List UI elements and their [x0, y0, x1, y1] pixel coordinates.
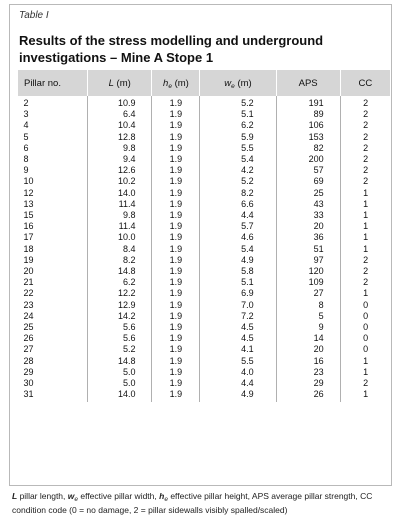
cell-pillar: 23: [23, 299, 34, 310]
cell-aps: 153: [276, 132, 340, 143]
table-row: [18, 109, 391, 120]
table-row: [18, 188, 391, 199]
cell-cc: 1: [340, 199, 390, 210]
cell-width: 4.4: [200, 378, 276, 389]
table-row: [18, 356, 391, 367]
cell-aps: 57: [276, 165, 340, 176]
cell-length: 10.4: [87, 120, 152, 131]
cell-length: 5.6: [87, 322, 152, 333]
footnote-h-symbol: h: [159, 491, 165, 501]
cell-length: 9.8: [87, 210, 152, 221]
footnote-h-subscript: e: [164, 496, 168, 503]
cell-cc: 1: [340, 356, 390, 367]
cell-height: 1.9: [152, 176, 200, 187]
header-length-symbol: L: [108, 77, 114, 89]
cell-aps: 33: [276, 210, 340, 221]
cell-cc: 1: [340, 244, 390, 255]
cell-aps: 82: [276, 143, 340, 154]
results-table: [17, 70, 391, 402]
cell-aps: 191: [276, 96, 340, 109]
table-row: [18, 143, 391, 154]
cell-cc: 2: [340, 154, 390, 165]
header-length: [87, 70, 152, 96]
cell-aps: 200: [276, 154, 340, 165]
cell-aps: 9: [276, 322, 340, 333]
cell-width: 4.0: [200, 367, 276, 378]
cell-pillar: 21: [23, 277, 34, 288]
table-row: [18, 389, 391, 402]
cell-height: 1.9: [152, 356, 200, 367]
table-label: Table I: [19, 10, 49, 21]
cell-height: 1.9: [152, 120, 200, 131]
cell-length: 5.0: [87, 378, 152, 389]
cell-aps: 25: [276, 188, 340, 199]
cell-pillar: 26: [23, 333, 34, 344]
cell-cc: 1: [340, 367, 390, 378]
cell-pillar: 16: [23, 221, 34, 232]
cell-cc: 1: [340, 221, 390, 232]
cell-width: 5.4: [200, 244, 276, 255]
cell-aps: 5: [276, 311, 340, 322]
cell-length: 5.6: [87, 333, 152, 344]
footnote-w-subscript: e: [74, 496, 79, 503]
cell-length: 9.8: [87, 143, 152, 154]
cell-height: 1.9: [152, 266, 200, 277]
cell-pillar: 5: [23, 131, 29, 142]
cell-cc: 0: [340, 311, 390, 322]
table-row: [18, 266, 391, 277]
cell-height: 1.9: [152, 389, 200, 402]
cell-width: 5.2: [200, 176, 276, 187]
cell-cc: 2: [340, 176, 390, 187]
table-row: [18, 120, 391, 131]
cell-length: 12.8: [87, 132, 152, 143]
cell-width: 4.1: [200, 344, 276, 355]
table-row: [18, 210, 391, 221]
header-aps: APS: [276, 70, 340, 96]
table-body: [18, 96, 391, 402]
cell-aps: 97: [276, 255, 340, 266]
cell-pillar: 30: [23, 378, 34, 389]
table-row: [18, 311, 391, 322]
cell-width: 5.4: [200, 154, 276, 165]
cell-length: 14.0: [87, 188, 152, 199]
table-row: [18, 232, 391, 243]
table-row: [18, 333, 391, 344]
cell-aps: 109: [276, 277, 340, 288]
cell-aps: 36: [276, 232, 340, 243]
cell-height: 1.9: [152, 322, 200, 333]
cell-height: 1.9: [152, 132, 200, 143]
cell-height: 1.9: [152, 255, 200, 266]
cell-cc: 0: [340, 300, 390, 311]
cell-cc: 2: [340, 132, 390, 143]
cell-width: 4.9: [200, 389, 276, 402]
cell-aps: 16: [276, 356, 340, 367]
cell-length: 14.0: [87, 389, 152, 402]
cell-aps: 14: [276, 333, 340, 344]
cell-width: 4.2: [200, 165, 276, 176]
cell-cc: 2: [340, 120, 390, 131]
cell-width: 4.5: [200, 333, 276, 344]
cell-height: 1.9: [152, 244, 200, 255]
cell-length: 14.8: [87, 356, 152, 367]
cell-height: 1.9: [152, 232, 200, 243]
cell-pillar: 8: [23, 154, 29, 165]
cell-length: 10.0: [87, 232, 152, 243]
cell-width: 5.2: [200, 96, 276, 109]
cell-length: 8.2: [87, 255, 152, 266]
cell-width: 7.0: [200, 300, 276, 311]
header-width-unit: (m): [237, 77, 252, 89]
table-row: [18, 288, 391, 299]
table-row: [18, 199, 391, 210]
table-title: Results of the stress modelling and underground investigations – Mine A Stope 1: [19, 33, 324, 65]
table-card: [9, 4, 392, 486]
cell-aps: 106: [276, 120, 340, 131]
cell-length: 12.9: [87, 300, 152, 311]
cell-pillar: 6: [23, 142, 29, 153]
header-pillar: Pillar no.: [18, 70, 88, 96]
footnote-h-text: effective pillar height, APS average pillar strength, CC condition code (0 = no damage, 2 = pillar sidewalls visibly spalled/scaled): [12, 491, 373, 515]
cell-pillar: 29: [23, 366, 34, 377]
cell-length: 8.4: [87, 244, 152, 255]
cell-aps: 23: [276, 367, 340, 378]
cell-length: 11.4: [87, 221, 152, 232]
cell-cc: 0: [340, 333, 390, 344]
cell-height: 1.9: [152, 96, 200, 109]
cell-width: 4.4: [200, 210, 276, 221]
cell-height: 1.9: [152, 367, 200, 378]
cell-cc: 2: [340, 255, 390, 266]
cell-aps: 27: [276, 288, 340, 299]
cell-aps: 8: [276, 300, 340, 311]
cell-cc: 0: [340, 322, 390, 333]
table-row: [18, 244, 391, 255]
cell-height: 1.9: [152, 143, 200, 154]
cell-width: 5.1: [200, 109, 276, 120]
cell-pillar: 18: [23, 243, 34, 254]
cell-cc: 1: [340, 389, 390, 402]
cell-height: 1.9: [152, 221, 200, 232]
cell-pillar: 13: [23, 198, 34, 209]
cell-cc: 1: [340, 232, 390, 243]
cell-length: 9.4: [87, 154, 152, 165]
cell-height: 1.9: [152, 288, 200, 299]
header-height: [152, 70, 200, 96]
cell-aps: 26: [276, 389, 340, 402]
cell-length: 10.9: [87, 96, 152, 109]
cell-width: 4.9: [200, 255, 276, 266]
cell-aps: 69: [276, 176, 340, 187]
cell-cc: 1: [340, 188, 390, 199]
cell-width: 8.2: [200, 188, 276, 199]
header-height-unit: (m): [174, 77, 189, 89]
cell-width: 5.9: [200, 132, 276, 143]
table-row: [18, 378, 391, 389]
cell-length: 6.4: [87, 109, 152, 120]
cell-height: 1.9: [152, 165, 200, 176]
cell-height: 1.9: [152, 188, 200, 199]
cell-cc: 2: [340, 378, 390, 389]
cell-aps: 51: [276, 244, 340, 255]
cell-pillar: 24: [23, 310, 34, 321]
table-row: [18, 221, 391, 232]
cell-height: 1.9: [152, 344, 200, 355]
cell-height: 1.9: [152, 154, 200, 165]
header-height-subscript: e: [168, 82, 172, 90]
cell-height: 1.9: [152, 277, 200, 288]
footnote-l-symbol: L: [12, 491, 18, 501]
footnote-w-text: effective pillar width,: [78, 491, 160, 501]
table-row: [18, 165, 391, 176]
cell-pillar: 3: [23, 109, 29, 120]
cell-width: 4.6: [200, 232, 276, 243]
cell-pillar: 2: [23, 98, 29, 108]
table-row: [18, 176, 391, 187]
cell-width: 5.8: [200, 266, 276, 277]
header-width-subscript: e: [231, 82, 235, 90]
cell-height: 1.9: [152, 199, 200, 210]
cell-pillar: 9: [23, 165, 29, 176]
table-row: [18, 344, 391, 355]
footnote-l-text: pillar length,: [17, 491, 68, 501]
cell-aps: 89: [276, 109, 340, 120]
cell-pillar: 27: [23, 344, 34, 355]
cell-width: 4.5: [200, 322, 276, 333]
cell-pillar: 31: [23, 389, 34, 400]
table-row: [18, 277, 391, 288]
cell-aps: 43: [276, 199, 340, 210]
cell-height: 1.9: [152, 109, 200, 120]
header-cc: CC: [340, 70, 390, 96]
cell-cc: 0: [340, 344, 390, 355]
cell-length: 11.4: [87, 199, 152, 210]
table-row: [18, 367, 391, 378]
table-row: [18, 154, 391, 165]
cell-width: 6.9: [200, 288, 276, 299]
cell-width: 6.2: [200, 120, 276, 131]
cell-length: 14.2: [87, 311, 152, 322]
cell-cc: 2: [340, 96, 390, 109]
cell-length: 12.2: [87, 288, 152, 299]
cell-pillar: 20: [23, 266, 34, 277]
cell-cc: 2: [340, 109, 390, 120]
cell-length: 10.2: [87, 176, 152, 187]
cell-height: 1.9: [152, 378, 200, 389]
cell-pillar: 17: [23, 232, 34, 243]
cell-pillar: 22: [23, 288, 34, 299]
header-row: [18, 70, 391, 96]
cell-pillar: 25: [23, 322, 34, 333]
cell-length: 6.2: [87, 277, 152, 288]
cell-pillar: 15: [23, 210, 34, 221]
cell-cc: 2: [340, 277, 390, 288]
cell-aps: 120: [276, 266, 340, 277]
cell-pillar: 4: [23, 120, 29, 131]
cell-height: 1.9: [152, 300, 200, 311]
cell-width: 7.2: [200, 311, 276, 322]
cell-cc: 2: [340, 165, 390, 176]
cell-aps: 29: [276, 378, 340, 389]
cell-aps: 20: [276, 221, 340, 232]
cell-length: 5.2: [87, 344, 152, 355]
header-width-symbol: w: [224, 77, 232, 89]
table-row: [18, 255, 391, 266]
cell-width: 6.6: [200, 199, 276, 210]
header-length-unit: (m): [116, 77, 131, 89]
header-height-symbol: h: [163, 77, 169, 89]
table-row: [18, 132, 391, 143]
cell-cc: 1: [340, 288, 390, 299]
cell-pillar: 10: [23, 176, 34, 187]
cell-cc: 2: [340, 266, 390, 277]
cell-cc: 1: [340, 210, 390, 221]
table-footnote: [12, 490, 394, 517]
footnote-w-symbol: w: [67, 491, 75, 501]
table-row: [18, 322, 391, 333]
cell-height: 1.9: [152, 210, 200, 221]
cell-pillar: 28: [23, 355, 34, 366]
cell-width: 5.5: [200, 143, 276, 154]
cell-length: 5.0: [87, 367, 152, 378]
cell-height: 1.9: [152, 333, 200, 344]
cell-length: 14.8: [87, 266, 152, 277]
cell-aps: 20: [276, 344, 340, 355]
cell-width: 5.7: [200, 221, 276, 232]
cell-width: 5.1: [200, 277, 276, 288]
table-row: [18, 96, 391, 109]
cell-cc: 2: [340, 143, 390, 154]
cell-length: 12.6: [87, 165, 152, 176]
table-row: [18, 300, 391, 311]
cell-width: 5.5: [200, 356, 276, 367]
cell-height: 1.9: [152, 311, 200, 322]
cell-pillar: 19: [23, 254, 34, 265]
header-width: [200, 70, 276, 96]
cell-pillar: 12: [23, 187, 34, 198]
